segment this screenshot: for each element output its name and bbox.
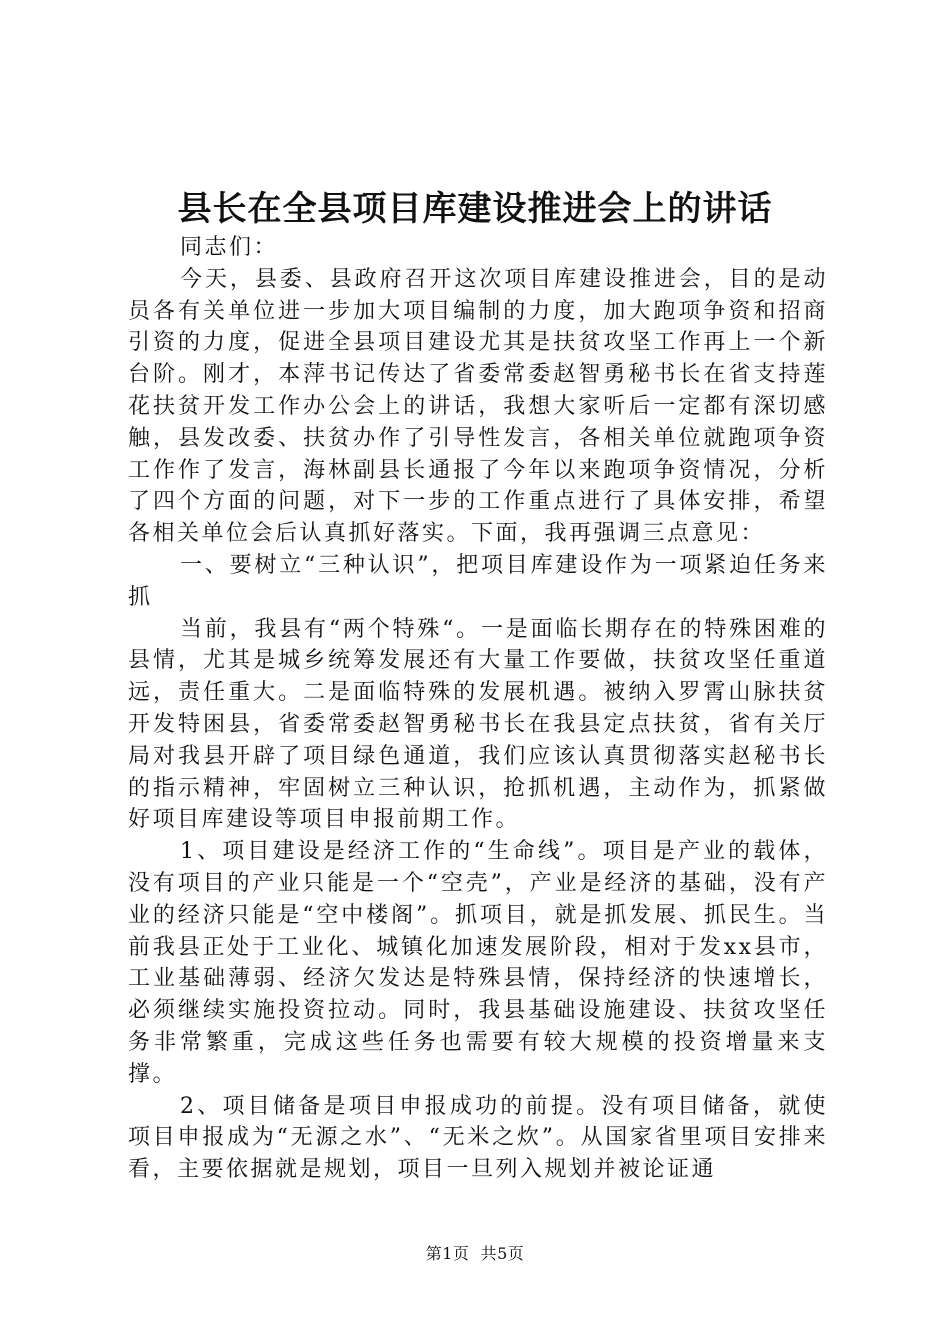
page-footer	[0, 1243, 950, 1265]
page-number: 第1页 共5页	[425, 1244, 525, 1263]
document-body	[128, 232, 828, 1186]
paragraph-two-specials: 当前，我县有“两个特殊“。一是面临长期存在的特殊困难的县情，尤其是城乡统筹发展还有大量工作要做，扶贫攻坚任重道远，责任重大。二是面临特殊的发展机遇。被纳入罗霄山脉扶贫开发特困县，省委常委赵智勇秘书长在我县定点扶贫，省有关厅局对我县开辟了项目绿色通道，我们应该认真贯彻落实赵秘书长的指示精神，牢固树立三种认识，抢抓机遇，主动作为，抓紧做好项目库建设等项目申报前期工作。	[128, 616, 828, 833]
salutation: 同志们：	[180, 235, 279, 260]
paragraph-point-2: 2、项目储备是项目申报成功的前提。没有项目储备，就使项目申报成为“无源之水”、“无米之炊”。从国家省里项目安排来看，主要依据就是规划，项目一旦列入规划并被论证通	[128, 1093, 828, 1183]
paragraph-intro: 今天，县委、县政府召开这次项目库建设推进会，目的是动员各有关单位进一步加大项目编制的力度，加大跑项争资和招商引资的力度，促进全县项目建设尤其是扶贫攻坚工作再上一个新台阶。刚才，本萍书记传达了省委常委赵智勇秘书长在省支持莲花扶贫开发工作办公会上的讲话，我想大家听后一定都有深切感触，县发改委、扶贫办作了引导性发言，各相关单位就跑项争资工作作了发言，海林副县长通报了今年以来跑项争资情况，分析了四个方面的问题，对下一步的工作重点进行了具体安排，希望各相关单位会后认真抓好落实。下面，我再强调三点意见：	[128, 266, 828, 547]
document-title: 县长在全县项目库建设推进会上的讲话	[177, 189, 773, 229]
section-heading-1: 一、要树立“三种认识”，把项目库建设作为一项紧迫任务来抓	[128, 552, 828, 610]
paragraph-point-1: 1、项目建设是经济工作的“生命线”。项目是产业的载体，没有项目的产业只能是一个“空壳”，产业是经济的基础，没有产业的经济只能是“空中楼阁”。抓项目，就是抓发展、抓民生。当前我县正处于工业化、城镇化加速发展阶段，相对于发xx县市，工业基础薄弱、经济欠发达是特殊县情，保持经济的快速增长，必须继续实施投资拉动。同时，我县基础设施建设、扶贫攻坚任务非常繁重，完成这些任务也需要有较大规模的投资增量来支撑。	[128, 839, 828, 1087]
